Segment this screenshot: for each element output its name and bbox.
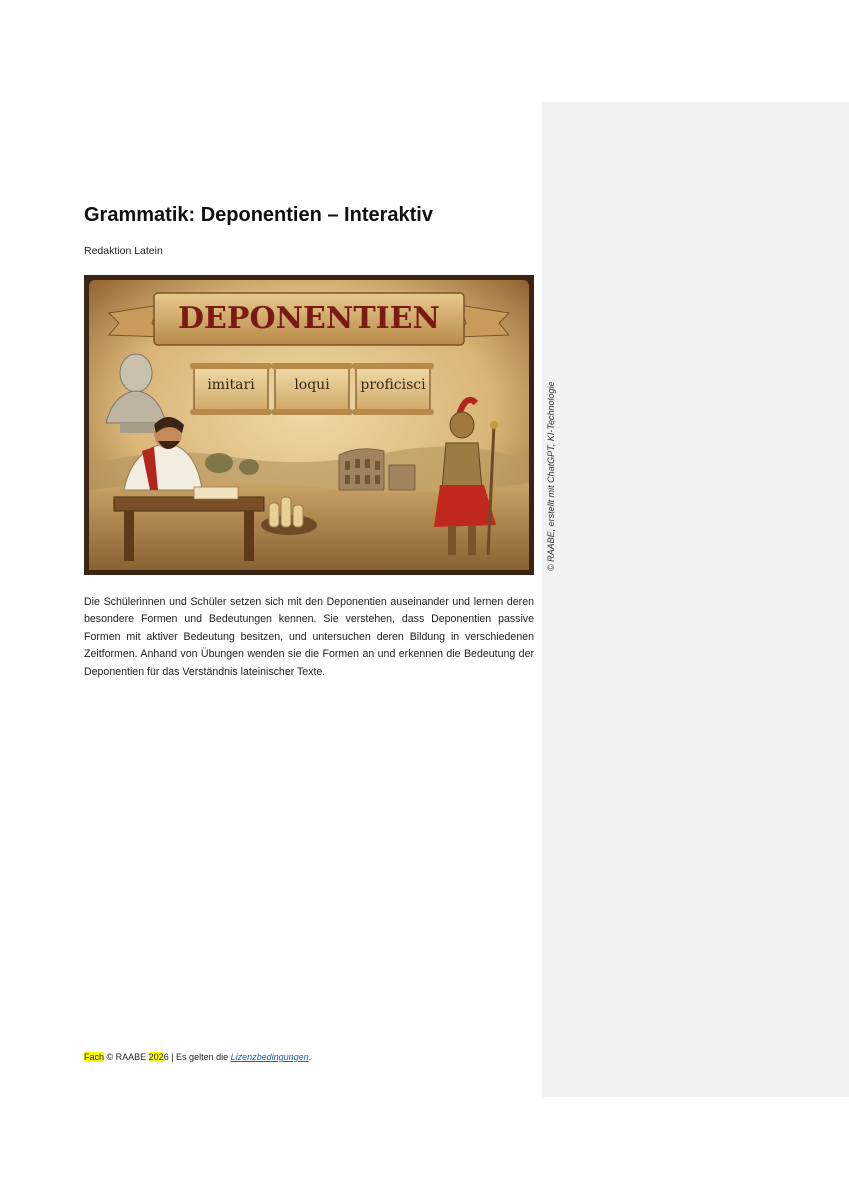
footer-copyright: © RAABE	[104, 1052, 149, 1062]
scroll-loqui	[271, 363, 353, 415]
author-line: Redaktion Latein	[84, 245, 163, 257]
scroll-label-proficisci: proficisci	[360, 377, 426, 393]
footer-separator: | Es gelten die	[168, 1052, 231, 1062]
scroll-label-loqui: loqui	[294, 377, 330, 393]
intro-paragraph: Die Schülerinnen und Schüler setzen sich mit den Deponentien auseinander und lernen deren besondere Formen und Bedeutungen kennen. Sie verstehen, dass Deponentien passive Formen mit aktiver Bedeutung besitzen, und untersuchen deren Bildung in verschiedenen Zeitformen. Anhand von Übungen wenden sie die Formen an und erkennen die Bedeutung der Deponentien für das Verständnis lateinischer Texte.	[84, 596, 534, 678]
page-footer	[84, 1052, 311, 1062]
illustration-svg	[84, 275, 534, 575]
license-link[interactable]: Lizenzbedingungen	[230, 1052, 309, 1062]
footer-year-highlight: 202	[148, 1052, 164, 1062]
image-credit: © RAABE, erstellt mit ChatGPT, KI-Technologie	[546, 381, 556, 571]
scroll-label-imitari: imitari	[207, 377, 255, 393]
footer-end: .	[308, 1052, 312, 1062]
scroll-proficisci	[352, 363, 434, 415]
footer-year-rest: 6	[163, 1052, 169, 1062]
hero-illustration	[84, 275, 534, 575]
page-title: Grammatik: Deponentien – Interaktiv	[84, 204, 433, 226]
right-margin-panel	[542, 102, 849, 1097]
banner-title: DEPONENTIEN	[178, 301, 440, 336]
scroll-imitari	[190, 363, 272, 415]
footer-subject: Fach	[84, 1052, 105, 1062]
